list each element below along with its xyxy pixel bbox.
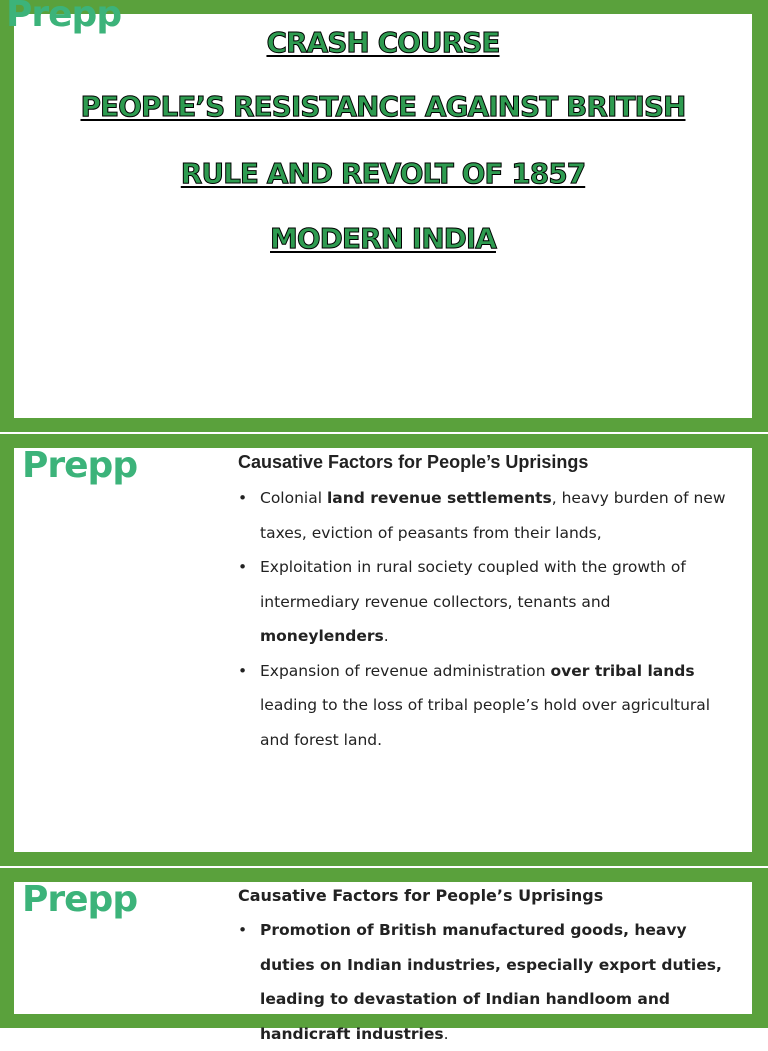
title-line-1: CRASH COURSE: [266, 26, 500, 59]
content-slide-1: [0, 434, 768, 866]
slide-content: [238, 886, 736, 1051]
title-slide: [0, 0, 768, 432]
bullet-text: Expansion of revenue administration: [260, 661, 551, 680]
bullet-text: moneylenders: [260, 627, 384, 645]
list-item: [238, 481, 736, 550]
bullet-text: land revenue settlements: [326, 489, 552, 507]
slide-heading: Causative Factors for People’s Uprisings: [238, 452, 589, 472]
bullet-text: Colonial: [260, 489, 327, 507]
title-line-4: MODERN INDIA: [270, 222, 496, 255]
bullet-icon: •: [238, 921, 248, 939]
bullet-text: .: [443, 1024, 449, 1043]
title-slide-body: [14, 14, 752, 418]
bullet-text: .: [383, 627, 389, 645]
bullet-list: [238, 481, 736, 757]
slide-content: [238, 452, 736, 757]
bullet-text: Promotion of British manufactured goods, heavy duties on Indian industries, especially export duties, leading to devastation of Indian handloom and handicraft industries: [260, 921, 722, 1043]
prepp-logo: Prepp: [22, 879, 138, 920]
content-slide-1-body: [14, 445, 752, 852]
list-item: [238, 913, 736, 1051]
bullet-icon: •: [238, 661, 248, 680]
prepp-logo: Prepp: [6, 0, 122, 35]
bullet-text: over tribal lands: [550, 661, 695, 680]
bullet-text: , heavy burden of new taxes, eviction of peasants from their lands,: [260, 489, 726, 542]
list-item: [238, 654, 736, 758]
bullet-list: [238, 913, 736, 1051]
bullet-text: leading to the loss of tribal people’s hold over agricultural and forest land.: [260, 696, 711, 749]
bullet-icon: •: [238, 558, 248, 576]
bullet-icon: •: [238, 489, 248, 507]
bullet-text: Exploitation in rural society coupled with the growth of intermediary revenue collectors, tenants and: [260, 558, 686, 611]
content-slide-2-body: [14, 879, 752, 1043]
slide-heading: Causative Factors for People’s Uprisings: [238, 886, 604, 905]
title-line-2: PEOPLE’S RESISTANCE AGAINST BRITISH: [80, 90, 686, 123]
prepp-logo: Prepp: [22, 445, 138, 486]
title-line-3: RULE AND REVOLT OF 1857: [180, 157, 586, 190]
content-slide-2: [0, 868, 768, 1043]
list-item: [238, 550, 736, 654]
